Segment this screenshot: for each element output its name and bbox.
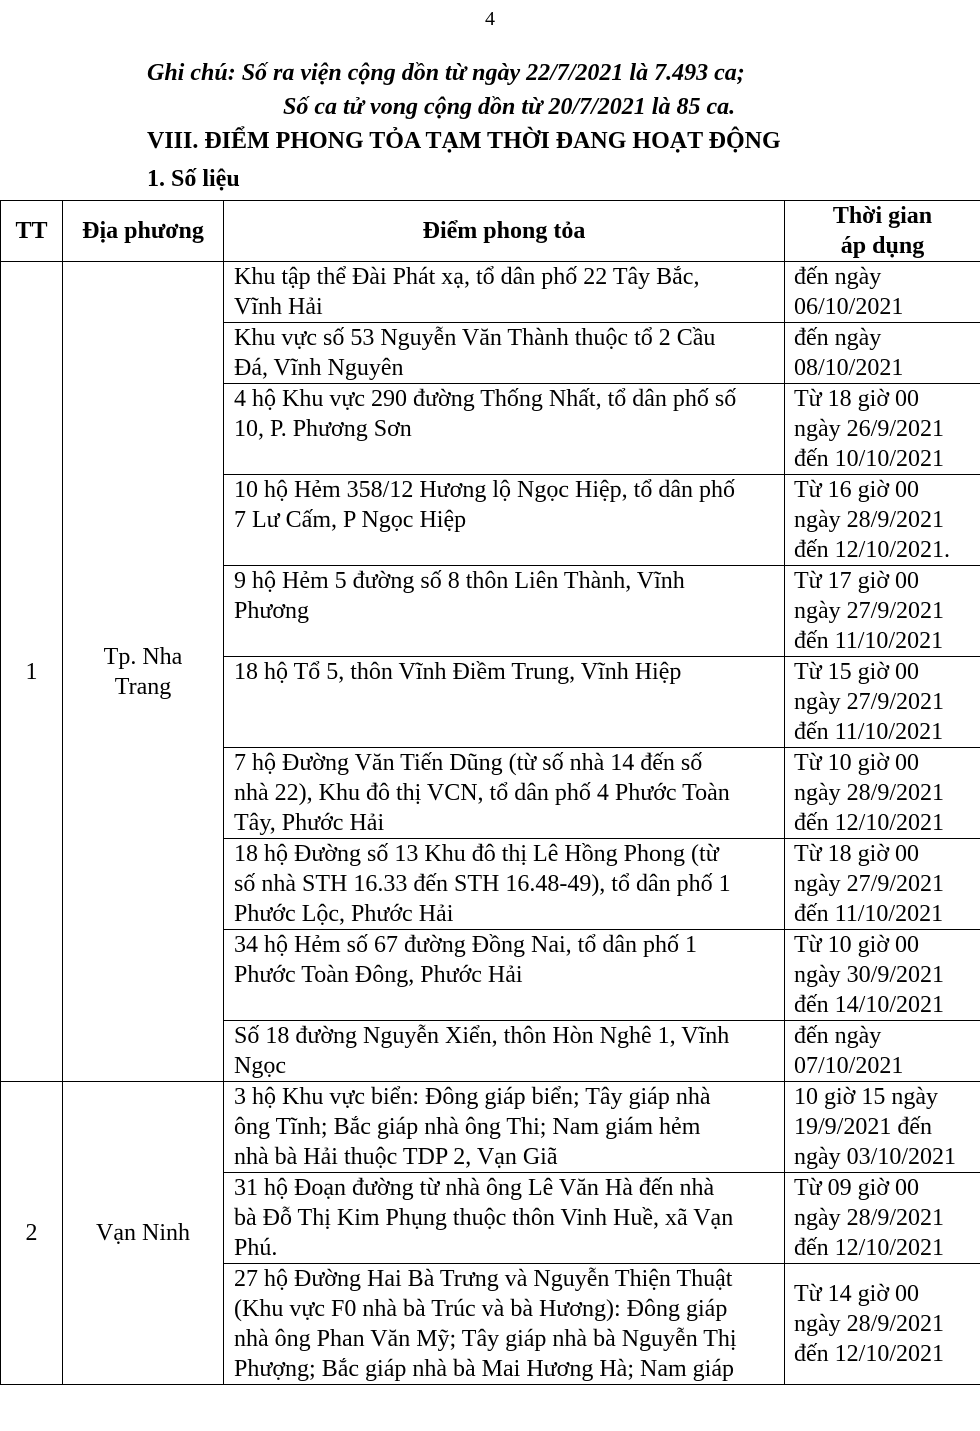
time-line: ngày 28/9/2021	[794, 1311, 944, 1337]
time-line: đến 11/10/2021	[794, 719, 944, 745]
point-cell	[224, 1173, 785, 1264]
point-cell	[224, 1082, 785, 1173]
locality-line: Trang	[114, 673, 172, 700]
time-cell	[785, 657, 980, 748]
time-cell	[785, 839, 980, 930]
time-line: 08/10/2021	[794, 355, 904, 381]
point-cell	[224, 748, 785, 839]
point-cell	[224, 930, 785, 1021]
point-cell	[224, 323, 785, 384]
time-line: đến 12/10/2021	[794, 1341, 944, 1367]
point-line: 9 hộ Hẻm 5 đường số 8 thôn Liên Thành, Vĩnh	[234, 568, 685, 594]
point-line: nhà ông Phan Văn Mỹ; Tây giáp nhà bà Nguyễn Thị	[234, 1326, 737, 1352]
point-line: 7 Lư Cấm, P Ngọc Hiệp	[234, 507, 467, 533]
point-line: Khu vực số 53 Nguyễn Văn Thành thuộc tổ 2 Cầu	[234, 325, 716, 351]
time-line: Từ 15 giờ 00	[794, 659, 920, 685]
time-cell	[785, 1173, 980, 1264]
time-line: ngày 03/10/2021	[794, 1144, 956, 1170]
time-line: đến 12/10/2021.	[794, 537, 950, 563]
time-cell	[785, 384, 980, 475]
table-header-row	[1, 201, 980, 262]
time-cell	[785, 1082, 980, 1173]
time-cell	[785, 748, 980, 839]
time-line: Từ 14 giờ 00	[794, 1281, 920, 1307]
section-title: VIII. ĐIỂM PHONG TỎA TẠM THỜI ĐANG HOẠT ĐỘNG	[147, 128, 781, 154]
group-tt: 2	[1, 1082, 63, 1385]
time-line: Từ 16 giờ 00	[794, 477, 920, 503]
point-line: 7 hộ Đường Văn Tiến Dũng (từ số nhà 14 đến số	[234, 750, 703, 776]
time-line: Từ 10 giờ 00	[794, 932, 920, 958]
point-cell	[224, 384, 785, 475]
header-tt: TT	[1, 201, 63, 262]
header-time-line2: áp dụng	[840, 233, 925, 259]
locality-line: Vạn Ninh	[96, 1220, 190, 1246]
point-line: bà Đỗ Thị Kim Phụng thuộc thôn Vinh Huề, xã Vạn	[234, 1205, 734, 1231]
time-line: 06/10/2021	[794, 294, 904, 320]
time-line: đến ngày	[794, 1023, 882, 1049]
time-line: đến 14/10/2021	[794, 992, 944, 1018]
time-cell	[785, 930, 980, 1021]
point-line: Ngọc	[234, 1053, 286, 1079]
time-line: đến 12/10/2021	[794, 1235, 944, 1261]
time-cell	[785, 262, 980, 323]
header-time-line1: Thời gian	[832, 203, 933, 229]
point-line: Phú.	[234, 1235, 278, 1261]
note-discharged: Ghi chú: Số ra viện cộng dồn từ ngày 22/7/2021 là 7.493 ca;	[147, 60, 745, 86]
time-line: đến 12/10/2021	[794, 810, 944, 836]
point-line: Phước Toàn Đông, Phước Hải	[234, 962, 523, 988]
time-cell	[785, 1021, 980, 1082]
point-line: số nhà STH 16.33 đến STH 16.48-49), tổ dân phố 1	[234, 871, 731, 897]
point-line: Đá, Vĩnh Nguyên	[234, 355, 404, 381]
time-line: 10 giờ 15 ngày	[794, 1084, 939, 1110]
time-cell	[785, 323, 980, 384]
lockdown-table-wrapper	[0, 200, 980, 1385]
point-line: nhà bà Hải thuộc TDP 2, Vạn Giã	[234, 1144, 558, 1170]
time-line: Từ 09 giờ 00	[794, 1175, 920, 1201]
time-line: Từ 10 giờ 00	[794, 750, 920, 776]
time-line: ngày 28/9/2021	[794, 780, 944, 806]
point-cell	[224, 262, 785, 323]
time-line: Từ 17 giờ 00	[794, 568, 920, 594]
time-line: 07/10/2021	[794, 1053, 904, 1079]
time-line: ngày 26/9/2021	[794, 416, 944, 442]
point-line: 27 hộ Đường Hai Bà Trưng và Nguyễn Thiện Thuật	[234, 1266, 733, 1292]
point-cell	[224, 839, 785, 930]
time-cell	[785, 566, 980, 657]
point-line: (Khu vực F0 nhà bà Trúc và bà Hương): Đông giáp	[234, 1296, 728, 1322]
table-row	[1, 262, 980, 323]
point-line: 18 hộ Đường số 13 Khu đô thị Lê Hồng Phong (từ	[234, 841, 719, 867]
time-line: 19/9/2021 đến	[794, 1114, 932, 1140]
time-line: đến ngày	[794, 264, 882, 290]
time-line: ngày 28/9/2021	[794, 1205, 944, 1231]
time-line: Từ 18 giờ 00	[794, 386, 920, 412]
point-line: 10, P. Phương Sơn	[234, 416, 412, 442]
lockdown-table	[0, 200, 980, 1385]
point-line: 18 hộ Tổ 5, thôn Vĩnh Điềm Trung, Vĩnh Hiệp	[234, 659, 682, 685]
time-line: ngày 27/9/2021	[794, 598, 944, 624]
point-cell	[224, 657, 785, 748]
point-line: Tây, Phước Hải	[234, 810, 385, 836]
table-row	[1, 1082, 980, 1173]
point-line: nhà 22), Khu đô thị VCN, tổ dân phố 4 Phước Toàn	[234, 780, 730, 806]
point-line: ông Tĩnh; Bắc giáp nhà ông Thi; Nam giám hẻm	[234, 1114, 701, 1140]
locality-line: Tp. Nha	[103, 643, 183, 670]
time-line: đến 11/10/2021	[794, 901, 944, 927]
point-line: Số 18 đường Nguyễn Xiển, thôn Hòn Nghê 1, Vĩnh	[234, 1023, 730, 1049]
header-locality: Địa phương	[63, 201, 224, 262]
point-line: 31 hộ Đoạn đường từ nhà ông Lê Văn Hà đến nhà	[234, 1175, 715, 1201]
note-deaths: Số ca tử vong cộng dồn từ 20/7/2021 là 85 ca.	[283, 94, 736, 120]
point-cell	[224, 1021, 785, 1082]
subsection-title: 1. Số liệu	[147, 166, 240, 192]
page-number: 4	[485, 8, 495, 30]
point-cell	[224, 475, 785, 566]
time-line: đến ngày	[794, 325, 882, 351]
group-locality	[63, 262, 224, 1082]
time-cell	[785, 1264, 980, 1385]
point-line: Phước Lộc, Phước Hải	[234, 901, 454, 927]
time-line: ngày 28/9/2021	[794, 507, 944, 533]
point-line: 10 hộ Hẻm 358/12 Hương lộ Ngọc Hiệp, tổ dân phố	[234, 477, 735, 503]
group-tt: 1	[1, 262, 63, 1082]
point-line: Phương	[234, 598, 310, 624]
point-cell	[224, 566, 785, 657]
header-point: Điểm phong tỏa	[224, 201, 785, 262]
group-locality	[63, 1082, 224, 1385]
time-line: ngày 30/9/2021	[794, 962, 944, 988]
time-line: đến 10/10/2021	[794, 446, 944, 472]
point-line: Phượng; Bắc giáp nhà bà Mai Hương Hà; Nam giáp	[234, 1356, 734, 1382]
point-line: 3 hộ Khu vực biển: Đông giáp biển; Tây giáp nhà	[234, 1084, 711, 1110]
point-cell	[224, 1264, 785, 1385]
point-line: Khu tập thể Đài Phát xạ, tổ dân phố 22 Tây Bắc,	[234, 264, 700, 290]
time-line: đến 11/10/2021	[794, 628, 944, 654]
point-line: 34 hộ Hẻm số 67 đường Đồng Nai, tổ dân phố 1	[234, 932, 697, 958]
time-cell	[785, 475, 980, 566]
time-line: Từ 18 giờ 00	[794, 841, 920, 867]
point-line: 4 hộ Khu vực 290 đường Thống Nhất, tổ dân phố số	[234, 386, 737, 412]
point-line: Vĩnh Hải	[234, 294, 323, 320]
time-line: ngày 27/9/2021	[794, 871, 944, 897]
header-time	[785, 201, 980, 262]
time-line: ngày 27/9/2021	[794, 689, 944, 715]
